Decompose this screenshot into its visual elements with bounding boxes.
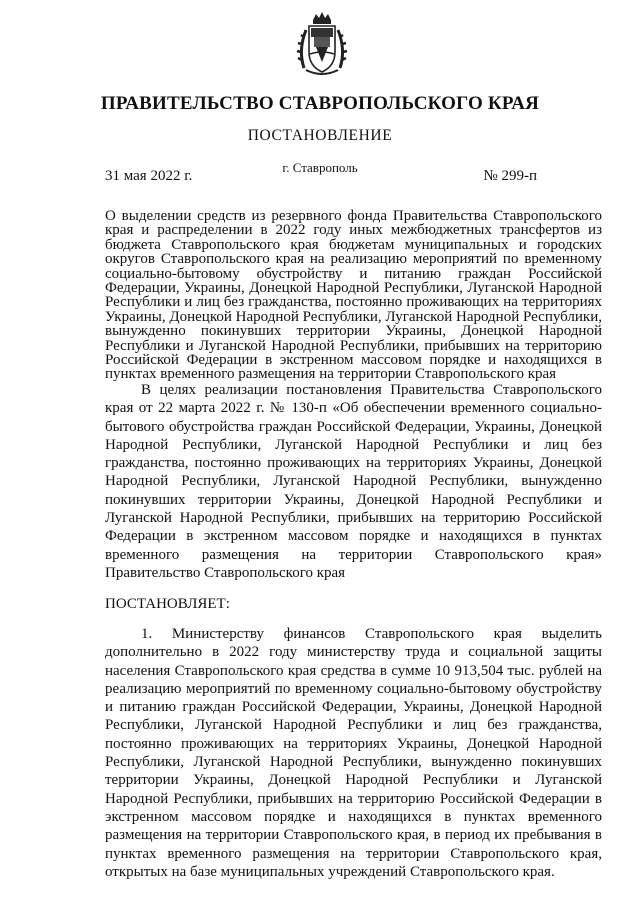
document-subject: О выделении средств из резервного фонда Правительства Ставропольского края и распределении в 2022 году иных межбюджетных трансфертов из бюджета Ставропольского края бюджетам муниципальных и городских округов Ставропольского края на реализацию мероприятий по временному социально-бытовому обустройству и питанию граждан Российской Федерации, Украины, Донецкой Народной Республики, Луганской Народной Республики и лиц без гражданства, постоянно проживающих на территориях Украины, Донецкой Народной Республики, Луганской Народной Республики, вынужденно покинувших территории Украины, Донецкой Народной Республики и Луганской Народной Республики, прибывших на территорию Российской Федерации в экстренном массовом порядке и находящихся в пунктах временного размещения на территории Ставропольского края [105, 208, 602, 383]
decree-word: ПОСТАНОВЛЯЕТ: [105, 596, 230, 612]
document-date: 31 мая 2022 г. [105, 168, 193, 184]
organization-title: ПРАВИТЕЛЬСТВО СТАВРОПОЛЬСКОГО КРАЯ [100, 93, 540, 114]
document-number: № 299-п [483, 168, 537, 184]
document-city: г. Ставрополь [282, 160, 358, 175]
decree-item-1: 1. Министерству финансов Ставропольского края выделить дополнительно в 2022 году министерству труда и социальной защиты населения Ставропольского края средства в сумме 10 913,504 тыс. рублей на реализацию мероприятий по временному социально-бытовому обустройству и питанию граждан Российской Федерации, Украины, Донецкой Народной Республики, Луганской Народной Республики и лиц без гражданства, постоянно проживающих на территориях Украины, Донецкой Народной Республики, Луганской Народной Республики, вынужденно покинувших территории Украины, Донецкой Народной Республики и Луганской Народной Республики, прибывших на территорию Российской Федерации в экстренном массовом порядке и находящихся в пунктах временного размещения на территории Ставропольского края, в период их пребывания в пунктах временного размещения на территории Ставропольского края, открытых на базе муниципальных учреждений Ставропольского края. [105, 626, 602, 880]
document-type: ПОСТАНОВЛЕНИЕ [247, 127, 393, 144]
coat-of-arms-icon [296, 10, 348, 78]
preamble-paragraph: В целях реализации постановления Правительства Ставропольского края от 22 марта 2022 г. № 130-п «Об обеспечении временного социально-бытового обустройства граждан Российской Федерации, Украины, Донецкой Народной Республики, Луганской Народной Республики и лиц без гражданства, постоянно проживающих на территориях Украины, Донецкой Народной Республики, Луганской Народной Республики, вынужденно покинувших территории Украины, Донецкой Народной Республики и Луганской Народной Республики, прибывших на территорию Российской Федерации в экстренном массовом порядке и находящихся в пунктах временного размещения на территории Ставропольского края» Правительство Ставропольского края [105, 382, 602, 581]
